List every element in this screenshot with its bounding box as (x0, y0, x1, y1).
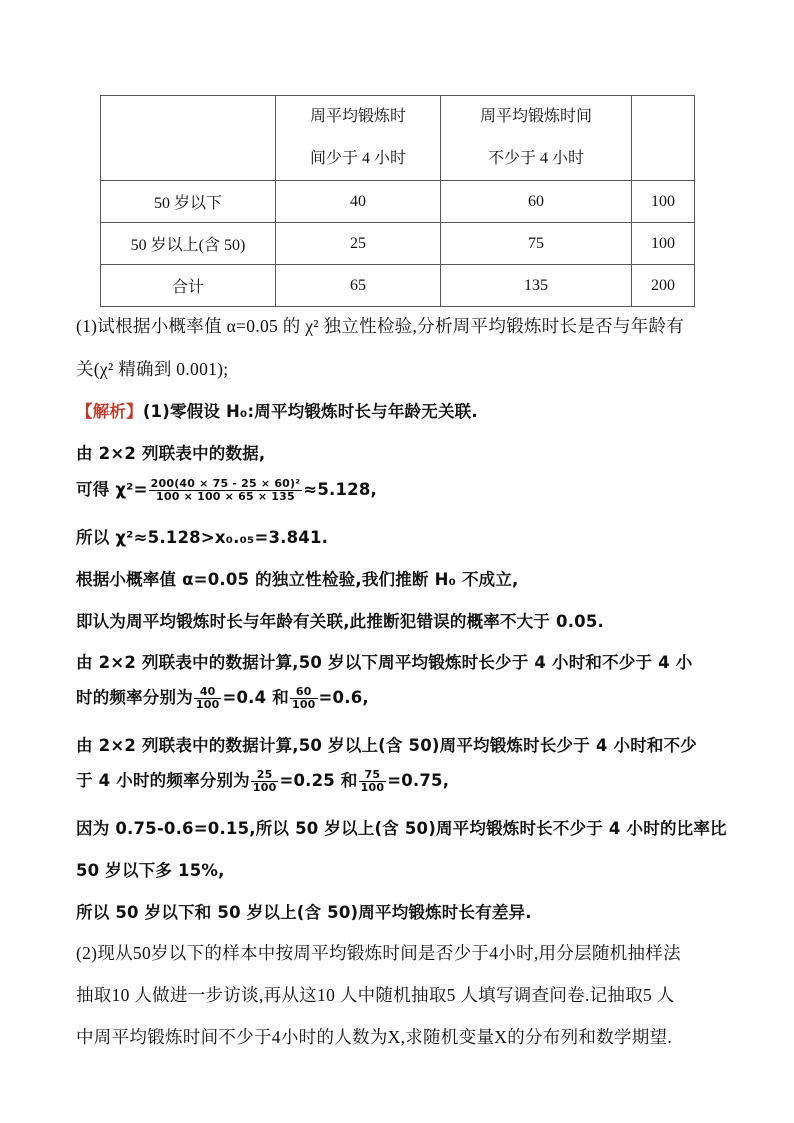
table-row (101, 265, 695, 307)
frequency-fraction: $\frac{40}{100}$ (195, 685, 220, 711)
solution-line-8: 时的频率分别为 $\frac{40}{100}$ =0.4 和 $\frac{60}{100}$ =0.6, (76, 685, 369, 711)
cell-value: 75 (441, 223, 632, 265)
solution-line-13: 所以 50 岁以下和 50 岁以上(含 50)周平均锻炼时长有差异. (76, 903, 532, 922)
solution-line-6: 即认为周平均锻炼时长与年龄有关联,此推断犯错误的概率不大于 0.05. (76, 612, 604, 631)
row-label: 50 岁以上(含 50) (101, 223, 276, 265)
header-cell-less-than-4h: 周平均锻炼时 间少于 4 小时 (276, 96, 441, 181)
solution-line-1: 【解析】(1)零假设 H₀:周平均锻炼时长与年龄无关联. (76, 402, 478, 421)
header-cell-total (632, 96, 695, 181)
cell-value: 40 (276, 181, 441, 223)
solution-tag: 【解析】 (76, 402, 143, 421)
cell-value: 65 (276, 265, 441, 307)
question-2-line-2: 抽取10 人做进一步访谈,再从这10 人中随机抽取5 人填写调查问卷.记抽取5 人 (76, 985, 675, 1005)
frequency-fraction: $\frac{25}{100}$ (252, 768, 277, 794)
frequency-fraction: $\frac{60}{100}$ (291, 685, 316, 711)
table-row (101, 181, 695, 223)
solution-line-5: 根据小概率值 α=0.05 的独立性检验,我们推断 H₀ 不成立, (76, 570, 519, 589)
header-cell-empty (101, 96, 276, 181)
question-1-line-1: (1)试根据小概率值 α=0.05 的 χ² 独立性检验,分析周平均锻炼时长是否与年龄有 (76, 316, 685, 336)
table-header-row (101, 96, 695, 181)
solution-line-12: 50 岁以下多 15%, (76, 861, 225, 880)
solution-line-9: 由 2×2 列联表中的数据计算,50 岁以上(含 50)周平均锻炼时长少于 4 小时和不少 (76, 736, 698, 755)
cell-value: 60 (441, 181, 632, 223)
question-1-line-2: 关(χ² 精确到 0.001); (76, 359, 229, 379)
question-2-line-1: (2)现从50岁以下的样本中按周平均锻炼时间是否少于4小时,用分层随机抽样法 (76, 943, 681, 963)
solution-line-7: 由 2×2 列联表中的数据计算,50 岁以下周平均锻炼时长少于 4 小时和不少于 4 小 (76, 653, 693, 672)
row-label: 50 岁以下 (101, 181, 276, 223)
solution-line-4: 所以 χ²≈5.128>x₀.₀₅=3.841. (76, 528, 329, 547)
cell-value: 25 (276, 223, 441, 265)
solution-line-2: 由 2×2 列联表中的数据, (76, 444, 266, 463)
solution-line-3: 可得 χ²= $\frac{\text{200(40 × 75 - 25 × 60)²}}{100 \times 100 \times 65 \times 135}$ ≈5.128, (76, 477, 377, 503)
table-row (101, 223, 695, 265)
cell-total: 100 (632, 181, 695, 223)
cell-total: 200 (632, 265, 695, 307)
chi-square-fraction: $\frac{\text{200(40 × 75 - 25 × 60)²}}{100 \times 100 \times 65 \times 135}$ (150, 477, 301, 503)
question-2-line-3: 中周平均锻炼时间不少于4小时的人数为X,求随机变量X的分布列和数学期望. (76, 1027, 673, 1047)
header-cell-not-less-than-4h: 周平均锻炼时间 不少于 4 小时 (441, 96, 632, 181)
cell-value: 135 (441, 265, 632, 307)
contingency-table (100, 95, 695, 307)
frequency-fraction: $\frac{75}{100}$ (360, 768, 385, 794)
solution-line-11: 因为 0.75-0.6=0.15,所以 50 岁以上(含 50)周平均锻炼时长不少于 4 小时的比率比 (76, 819, 727, 838)
solution-line-10: 于 4 小时的频率分别为 $\frac{25}{100}$ =0.25 和 $\frac{75}{100}$ =0.75, (76, 768, 450, 794)
row-label: 合计 (101, 265, 276, 307)
cell-total: 100 (632, 223, 695, 265)
